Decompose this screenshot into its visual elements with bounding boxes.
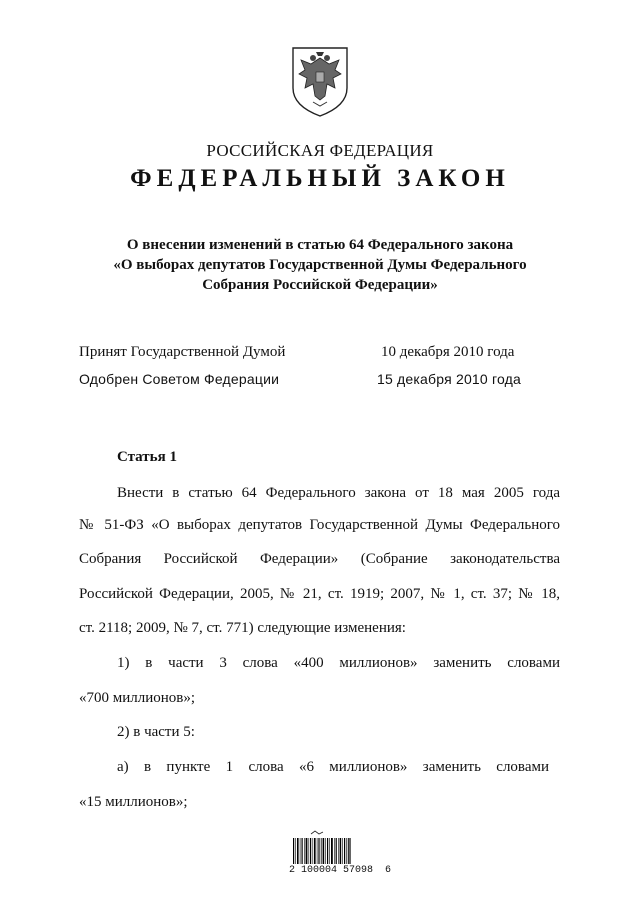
council-approval-date: 15 декабря 2010 года: [377, 371, 522, 387]
coat-of-arms-emblem: [289, 44, 351, 118]
article-text-line: «15 миллионов»;: [79, 794, 188, 810]
amendment-item-2: 2) в части 5:: [117, 724, 195, 740]
duma-adoption-label: Принят Государственной Думой: [79, 344, 286, 360]
article-text-line: ст. 2118; 2009, № 7, ст. 771) следующие изменения:: [79, 620, 406, 636]
article-text-line: «700 миллионов»;: [79, 690, 196, 706]
document-type: ФЕДЕРАЛЬНЫЙ ЗАКОН: [130, 165, 510, 192]
amendment-item-1: 1) в части 3 слова «400 миллионов» заменить словами: [117, 655, 560, 671]
article-text-line: Российской Федерации, 2005, № 21, ст. 1919; 2007, № 1, ст. 37; № 18,: [79, 586, 560, 602]
council-approval-label: Одобрен Советом Федерации: [79, 371, 280, 387]
article-text-line: № 51-ФЗ «О выборах депутатов Государственной Думы Федерального: [79, 517, 560, 533]
article-heading: Статья 1: [117, 449, 177, 465]
article-text-line: Собрания Российской Федерации» (Собрание законодательства: [79, 551, 560, 567]
duma-adoption-date: 10 декабря 2010 года: [381, 344, 515, 360]
barcode-number: 2 100004 57098 6: [289, 865, 392, 876]
country-name: РОССИЙСКАЯ ФЕДЕРАЦИЯ: [206, 141, 434, 160]
law-title-line-2: «О выборах депутатов Государственной Думы Федерального: [113, 257, 527, 273]
law-title-line-1: О внесении изменений в статью 64 Федерального закона: [126, 237, 514, 253]
law-title-line-3: Собрания Российской Федерации»: [202, 277, 438, 293]
barcode: [293, 830, 351, 864]
amendment-subitem-a: а) в пункте 1 слова «6 миллионов» заменить словами: [117, 759, 549, 775]
article-text-line: Внести в статью 64 Федерального закона от 18 мая 2005 года: [117, 485, 560, 501]
